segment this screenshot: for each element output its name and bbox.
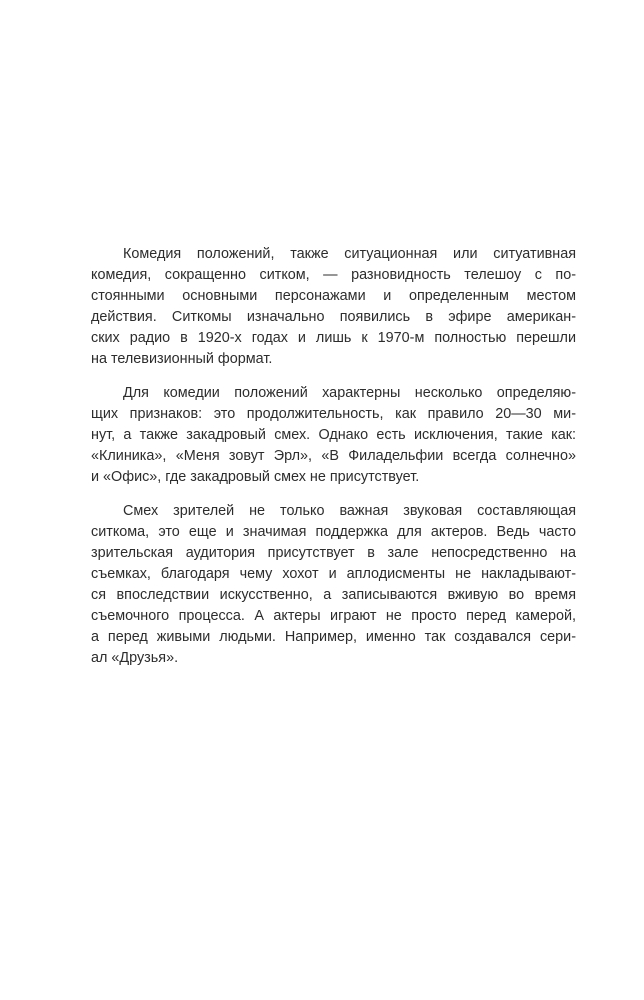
text-line: зрительская аудитория присутствует в зале непосредственно на <box>91 545 576 561</box>
text-line: комедия, сокращенно ситком, — разновидность телешоу с по- <box>91 267 576 283</box>
text-line: и «Офис», где закадровый смех не присутствует. <box>91 469 420 485</box>
text-line: действия. Ситкомы изначально появились в эфире американ- <box>91 309 576 325</box>
text-line: стоянными основными персонажами и определенным местом <box>91 288 576 304</box>
page-text-block <box>91 244 576 669</box>
paragraph <box>91 383 576 488</box>
text-line: съемках, благодаря чему хохот и аплодисменты не накладывают- <box>91 566 576 582</box>
text-line: на телевизионный формат. <box>91 351 273 367</box>
text-line: Для комедии положений характерны несколько определяю- <box>123 385 576 401</box>
text-line: а перед живыми людьми. Например, именно так создавался сери- <box>91 629 576 645</box>
text-line: Комедия положений, также ситуационная или ситуативная <box>123 246 576 262</box>
text-line: нут, а также закадровый смех. Однако есть исключения, такие как: <box>91 427 576 443</box>
text-line: Смех зрителей не только важная звуковая составляющая <box>123 503 576 519</box>
text-line: съемочного процесса. А актеры играют не просто перед камерой, <box>91 608 576 624</box>
text-line: ских радио в 1920-х годах и лишь к 1970-м полностью перешли <box>91 330 576 346</box>
text-line: ситкома, это еще и значимая поддержка для актеров. Ведь часто <box>91 524 576 540</box>
text-line: щих признаков: это продолжительность, как правило 20—30 ми- <box>91 406 576 422</box>
text-line: ся впоследствии искусственно, а записываются вживую во время <box>91 587 576 603</box>
text-line: ал «Друзья». <box>91 650 179 666</box>
paragraph <box>91 244 576 370</box>
text-line: «Клиника», «Меня зовут Эрл», «В Филадельфии всегда солнечно» <box>91 448 576 464</box>
paragraph <box>91 501 576 669</box>
